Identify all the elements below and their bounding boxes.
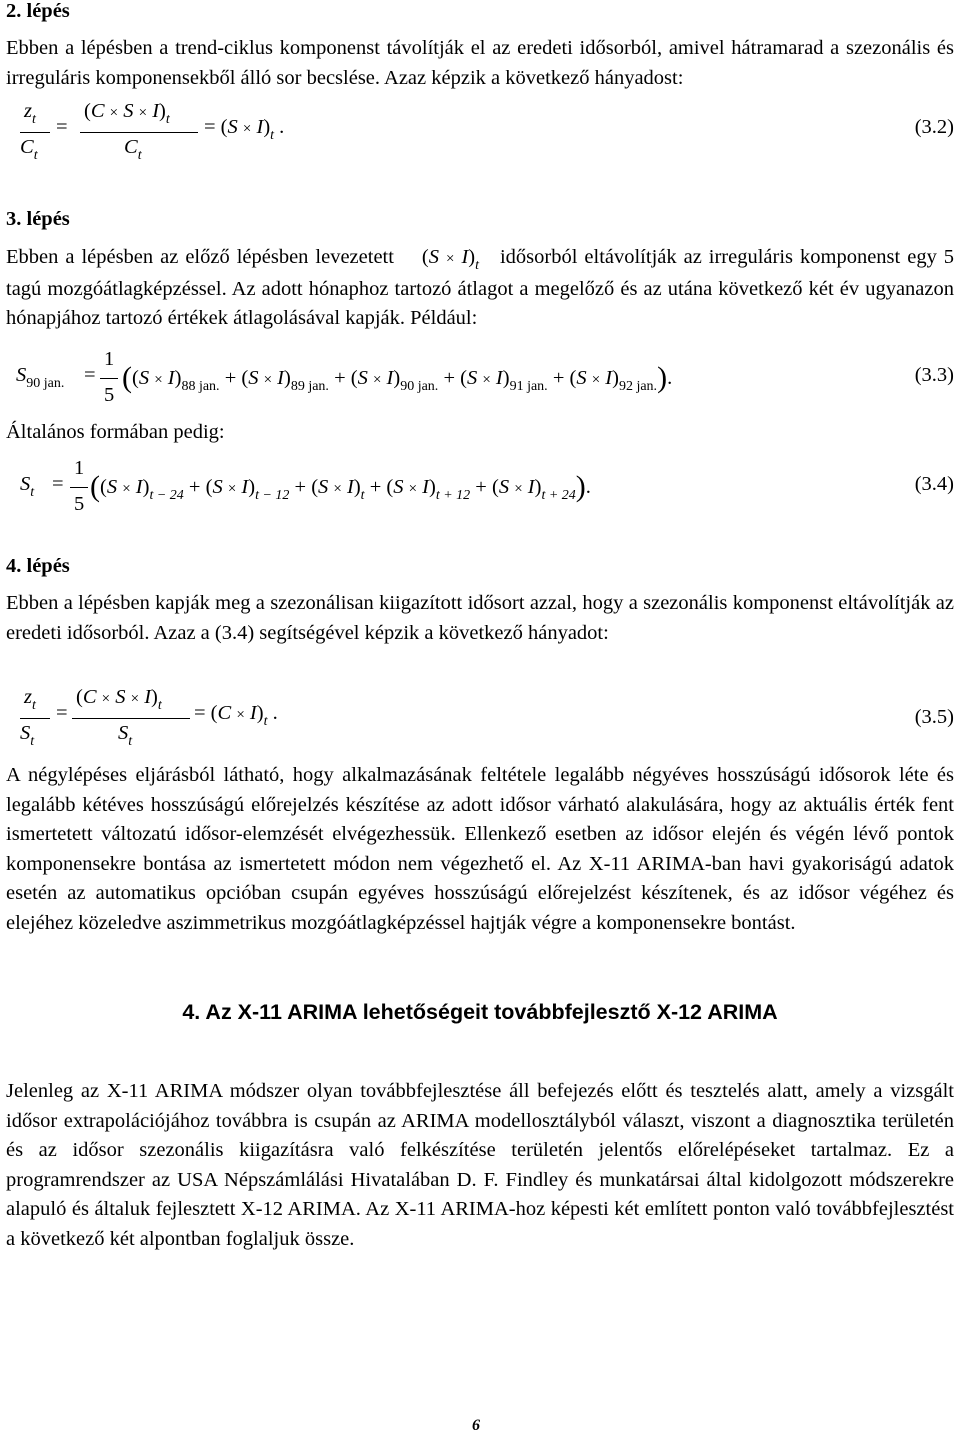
equation-3-4: $S_t$ = 1 5 $((S \times I)_{t - 24} + (S \times I)_{t - 12} + (S \times I)_t + (S \times I)_{t + 12} + (S \times I)_{t + 24})$. (3.4)	[20, 457, 954, 515]
page-number: 6	[472, 1417, 480, 1434]
equation-3-2: $z_t$ $C_t$ = $(C \times S \times I)_t$ $C_t$ = $(S \times I)_t$ . (3.2)	[20, 100, 954, 163]
step4-heading: 4. lépés	[6, 555, 70, 577]
eq-number-3-5: (3.5)	[914, 706, 954, 728]
step3-text: Ebben a lépésben az előző lépésben levezetett $(S \times I)_t$ idősorból eltávolítják az irreguláris komponenst egy 5 tagú mozgóátlagképzéssel. Az adott hónaphoz tartozó átlagot a megelőző és az utána következő két év ugyanazon hónapjához tartozó értékek átlagolásával kapják. Például:	[6, 246, 955, 329]
closing-paragraph: A négylépéses eljárásból látható, hogy alkalmazásának feltétele legalább négyéves hosszúságú idősorok léte és legalább kétéves hosszúságú előrejelzés készítése az adott idősor várható alakulására, hogy az aktuális érték fent ismertetett változatú idősor-elemzését elvégezhessük. Ellenkező esetben az idősor elején és végén lévő pontok komponensekre bontása az ismertetett módon nem végezhető el. Az X-11 ARIMA-ban havi gyakoriságú adatok esetén az automatikus opcióban csupán egyéves hosszúságú előrejelzést készítenek, és az idősor végéhez és elejéhez közeledve aszimmetrikus mozgóátlagképzéssel hajtják végre a komponensekre bontást.	[6, 764, 954, 934]
section-4-heading: 4. Az X-11 ARIMA lehetőségeit továbbfejlesztő X-12 ARIMA	[182, 1000, 778, 1024]
eq-number-3-4: (3.4)	[914, 473, 954, 495]
eq-number-3-3: (3.3)	[914, 364, 954, 386]
step2-text: Ebben a lépésben a trend-ciklus komponenst távolítják el az eredeti idősorból, amivel hátramarad a szezonális és irreguláris komponensekből álló sor becslése. Azaz képzik a következő hányadost:	[6, 37, 954, 89]
equation-3-3: $S_{90 jan.}$ = 1 5 $((S \times I)_{88 jan.} + (S \times I)_{89 jan.} + (S \times I)_{90 jan.} + (S \times I)_{91 jan.} + (S \times I)_{92 jan.})$. (3.3)	[16, 348, 954, 406]
step2-heading: 2. lépés	[6, 0, 70, 22]
equation-3-5: $z_t$ $S_t$ = $(C \times S \times I)_t$ $S_t$ = $(C \times I)_t$ . (3.5)	[20, 686, 954, 749]
section-4-text: Jelenleg az X-11 ARIMA módszer olyan továbbfejlesztése áll befejezés előtt és tesztelés alatt, amely a vizsgált idősor extrapolációjához továbbra is csupán az ARIMA modellosztályból választ, viszont a diagnosztika területén és az idősor szezonális kiigazításra való felkészítése területén jelentős előrelépéseket tartalmaz. Ez a programrendszer az USA Népszámlálási Hivatalában D. F. Findley és munkatársai által kidolgozott módszerekre alapuló és általuk fejlesztett X-12 ARIMA. Az X-11 ARIMA-hoz képesti két említett ponton való továbbfejlesztést a következő két alpontban foglaljuk össze.	[6, 1080, 954, 1250]
step4-text: Ebben a lépésben kapják meg a szezonálisan kiigazított idősort azzal, hogy a szezonális komponenst eltávolítják az eredeti idősorból. Azaz a (3.4) segítségével képzik a következő hányadot:	[6, 592, 954, 644]
eq-number-3-2: (3.2)	[914, 116, 954, 138]
step3-heading: 3. lépés	[6, 208, 70, 230]
general-form-label: Általános formában pedig:	[6, 421, 225, 443]
